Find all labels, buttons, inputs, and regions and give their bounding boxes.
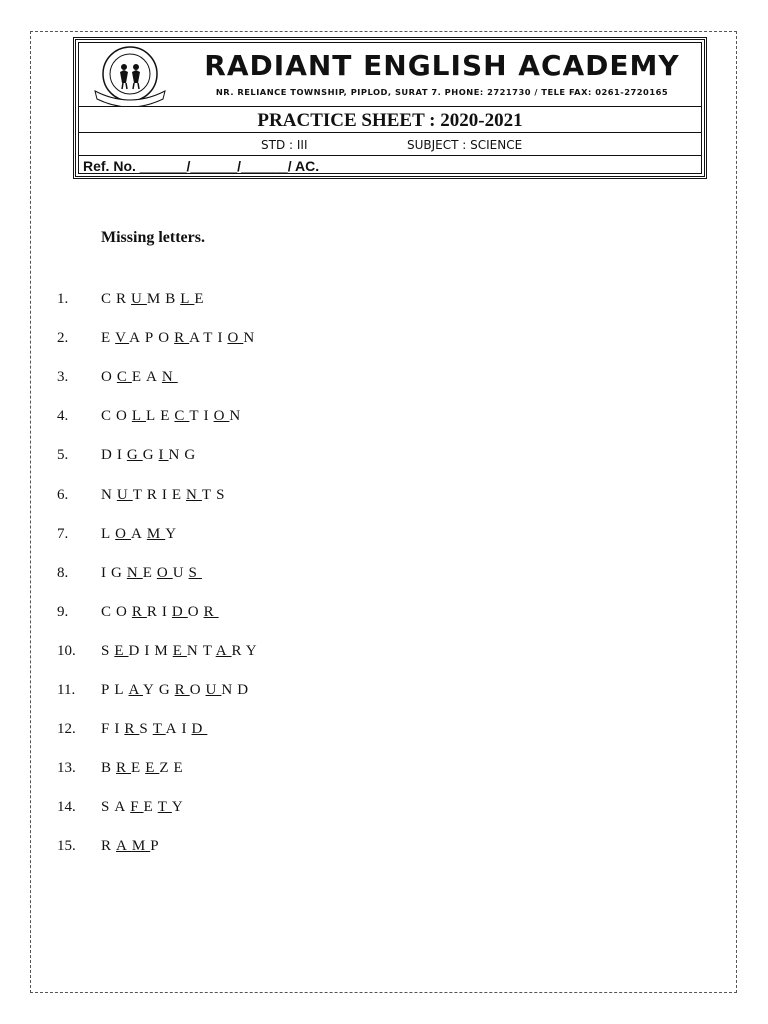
letter: E (194, 291, 209, 307)
missing-letter: D (171, 603, 188, 620)
divider (79, 132, 701, 133)
item-number: 2. (57, 330, 69, 347)
letter: C (101, 291, 117, 307)
letter: A (189, 330, 204, 347)
missing-letter: M (146, 525, 166, 542)
std-label: STD : III (261, 138, 308, 152)
letter: O (189, 682, 206, 698)
list-item (0, 330, 400, 352)
letter: R (146, 603, 162, 620)
list-item (0, 760, 400, 782)
letter: S (139, 721, 153, 738)
missing-letter: N (186, 486, 202, 503)
item-word (101, 291, 209, 308)
list-item (0, 526, 400, 548)
list-item (0, 487, 400, 509)
letter: A (165, 721, 182, 738)
letter: E (171, 486, 187, 503)
letter: I (161, 603, 172, 620)
missing-letter: F (130, 799, 144, 816)
letter: Y (142, 682, 159, 698)
missing-letter: R (116, 760, 132, 777)
item-number: 3. (57, 369, 69, 386)
missing-letter: N (126, 564, 143, 581)
letter: O (158, 330, 175, 347)
list-item (0, 721, 400, 743)
divider (79, 106, 701, 107)
missing-letter: I (158, 447, 169, 464)
letter: I (144, 642, 155, 659)
letter: T (203, 330, 218, 347)
letter: E (160, 408, 175, 425)
list-item (0, 682, 400, 704)
letter: O (116, 408, 132, 425)
missing-letter: U (131, 291, 147, 307)
missing-letter: V (115, 330, 130, 347)
letter: P (150, 838, 164, 855)
letter: I (203, 408, 214, 425)
item-number: 8. (57, 564, 69, 581)
item-number: 14. (57, 799, 76, 816)
letter: Y (171, 799, 188, 816)
letter: O (187, 603, 204, 620)
letter: E (101, 330, 116, 347)
item-number: 13. (57, 760, 76, 777)
letter: P (101, 682, 115, 698)
item-number: 10. (57, 642, 76, 659)
list-item (0, 604, 400, 626)
letter: I (116, 447, 127, 464)
school-logo-icon (89, 45, 171, 107)
missing-letter: O (213, 408, 230, 425)
letter: D (101, 447, 117, 464)
missing-letter: E (172, 642, 187, 659)
item-number: 9. (57, 603, 69, 620)
missing-letter: E (145, 760, 160, 777)
list-item (0, 369, 400, 391)
letter: L (146, 408, 161, 425)
letterhead (73, 37, 707, 179)
list-item (0, 408, 400, 430)
missing-letter: U (205, 682, 222, 698)
item-number: 12. (57, 721, 76, 738)
letter: R (101, 838, 117, 855)
letter: A (114, 799, 131, 816)
letter: E (143, 799, 158, 816)
letter: D (237, 682, 254, 698)
letter: F (101, 721, 115, 738)
letter: D (128, 642, 145, 659)
item-word (101, 330, 259, 347)
letter: G (111, 564, 127, 581)
item-number: 5. (57, 447, 69, 464)
missing-letter: R (174, 330, 190, 347)
letter: S (101, 799, 115, 816)
letter: E (131, 369, 147, 386)
letter: I (101, 564, 111, 581)
missing-letter: G (126, 447, 143, 464)
sheet-title: PRACTICE SHEET : 2020-2021 (257, 110, 523, 131)
item-number: 15. (57, 838, 76, 855)
missing-letter: A (116, 838, 132, 855)
missing-letter: R (124, 721, 140, 738)
item-number: 7. (57, 525, 69, 542)
letter: I (161, 486, 172, 503)
missing-letter: O (156, 564, 173, 581)
missing-letter: M (131, 838, 151, 855)
item-word (101, 447, 200, 464)
letter: L (114, 682, 129, 698)
missing-letter: O (227, 330, 244, 347)
missing-letter: O (115, 525, 132, 542)
missing-letter: T (152, 721, 166, 738)
letter: Y (165, 525, 182, 542)
missing-letter: R (203, 603, 219, 620)
letter: E (131, 760, 146, 777)
missing-letter: R (174, 682, 190, 698)
letter: R (146, 486, 162, 503)
letter: N (229, 408, 246, 425)
missing-letter: T (157, 799, 172, 816)
item-number: 11. (57, 682, 76, 698)
item-word (101, 838, 164, 855)
item-number: 6. (57, 486, 69, 503)
list-item (0, 799, 400, 821)
divider (79, 155, 701, 156)
instructions-heading: Missing letters. (101, 229, 205, 246)
letter: C (101, 603, 117, 620)
letter: O (116, 603, 132, 620)
letter: R (231, 642, 246, 659)
missing-letter: R (131, 603, 147, 620)
missing-letter: A (128, 682, 143, 698)
item-word (101, 682, 253, 699)
item-word (101, 565, 202, 582)
letter: G (184, 447, 201, 464)
letter: I (114, 721, 125, 738)
letter: I (217, 330, 228, 347)
missing-letter: S (188, 564, 202, 581)
missing-letter: C (116, 369, 132, 386)
letter: C (101, 408, 117, 425)
letter: I (181, 721, 192, 738)
letter: Z (159, 760, 174, 777)
letter: T (201, 486, 217, 503)
list-item (0, 291, 400, 313)
letter: Y (245, 642, 262, 659)
subject-label: SUBJECT : SCIENCE (407, 138, 523, 152)
item-word (101, 487, 229, 504)
missing-letter: A (215, 642, 232, 659)
letter: O (101, 369, 117, 386)
letter: T (189, 408, 204, 425)
item-word (101, 408, 245, 425)
letter: N (221, 682, 238, 698)
item-word (101, 721, 207, 738)
letter: E (173, 760, 188, 777)
letter: S (101, 642, 115, 659)
letter: B (165, 291, 181, 307)
letter: R (116, 291, 132, 307)
missing-letter: N (161, 369, 178, 386)
item-number: 1. (57, 291, 69, 307)
letter: S (216, 486, 230, 503)
missing-letter: L (131, 408, 147, 425)
letter: L (101, 525, 116, 542)
letter: N (101, 486, 117, 503)
letter: T (202, 642, 216, 659)
letter: M (146, 291, 166, 307)
missing-letter: U (116, 486, 133, 503)
item-word (101, 369, 178, 386)
missing-letter: E (114, 642, 129, 659)
letter: M (154, 642, 173, 659)
letter: B (101, 760, 117, 777)
item-number: 4. (57, 408, 69, 425)
list-item (0, 565, 400, 587)
item-word (101, 643, 262, 660)
letter: N (243, 330, 260, 347)
letter: A (146, 369, 162, 386)
letter: N (186, 642, 203, 659)
item-word (101, 526, 181, 543)
list-item (0, 447, 400, 469)
letter: G (158, 682, 175, 698)
missing-letter: C (174, 408, 190, 425)
missing-letter: L (180, 291, 195, 307)
item-word (101, 604, 219, 621)
school-address: NR. RELIANCE TOWNSHIP, PIPLOD, SURAT 7. PHONE: 2721730 / TELE FAX: 0261-2720165 (215, 87, 669, 97)
letter: U (172, 564, 189, 581)
reference-number: Ref. No. ______/______/______/ AC. (83, 158, 320, 174)
item-word (101, 799, 188, 816)
letter: G (142, 447, 159, 464)
school-name: RADIANT ENGLISH ACADEMY (204, 49, 680, 82)
list-item (0, 643, 400, 665)
letter: A (131, 525, 147, 542)
letter: P (144, 330, 159, 347)
letter: N (168, 447, 185, 464)
item-word (101, 760, 188, 777)
letter: E (142, 564, 157, 581)
missing-letter: D (191, 721, 208, 738)
letter: T (132, 486, 147, 503)
letterhead-inner-border (78, 42, 702, 174)
list-item (0, 838, 400, 860)
letter: A (129, 330, 145, 347)
